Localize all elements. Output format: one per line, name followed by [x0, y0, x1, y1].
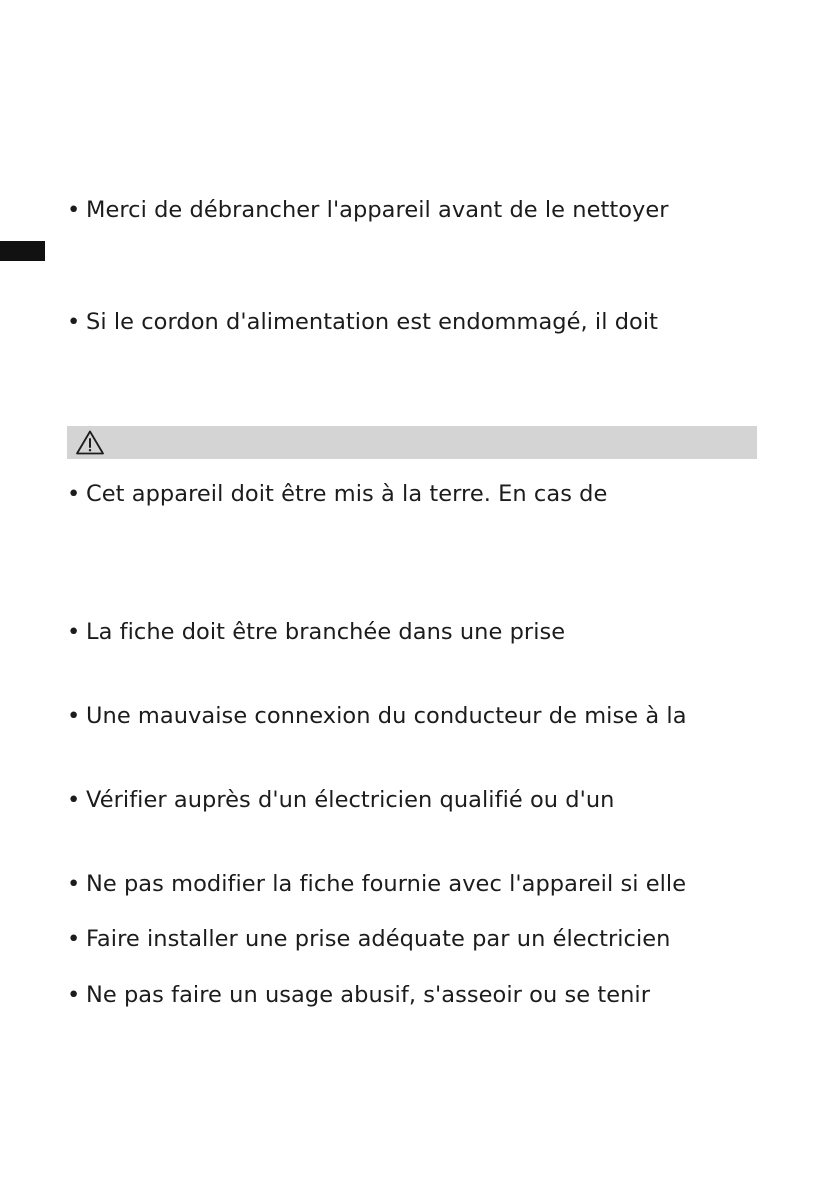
bullet-text: Merci de débrancher l'appareil avant de le nettoyer [86, 197, 669, 223]
bullet-item [67, 924, 671, 954]
bullet-text: Cet appareil doit être mis à la terre. En cas de [86, 481, 608, 507]
bullet-dot: • [67, 481, 81, 507]
warning-triangle-icon [75, 429, 105, 456]
bullet-text: Une mauvaise connexion du conducteur de mise à la [86, 703, 687, 729]
warning-header-bar [67, 426, 757, 459]
bullet-item [67, 701, 687, 731]
bullet-dot: • [67, 871, 81, 897]
bullet-dot: • [67, 926, 81, 952]
bullet-item [67, 980, 650, 1010]
bullet-dot: • [67, 982, 81, 1008]
bullet-text: Si le cordon d'alimentation est endommagé, il doit [86, 309, 659, 335]
bullet-dot: • [67, 197, 81, 223]
bullet-item [67, 869, 686, 899]
bullet-dot: • [67, 619, 81, 645]
bullet-item [67, 195, 669, 225]
bullet-item [67, 617, 565, 647]
bullet-item [67, 479, 607, 509]
bullet-text: La fiche doit être branchée dans une prise [86, 619, 566, 645]
bullet-text: Vérifier auprès d'un électricien qualifié ou d'un [86, 787, 615, 813]
bullet-dot: • [67, 309, 81, 335]
bullet-text: Ne pas modifier la fiche fournie avec l'appareil si elle [86, 871, 687, 897]
bullet-item [67, 785, 614, 815]
bullet-dot: • [67, 787, 81, 813]
bullet-text: Ne pas faire un usage abusif, s'asseoir ou se tenir [86, 982, 651, 1008]
bullet-text: Faire installer une prise adéquate par un électricien [86, 926, 671, 952]
bullet-dot: • [67, 703, 81, 729]
bullet-item [67, 307, 658, 337]
side-tab-marker [0, 241, 45, 261]
